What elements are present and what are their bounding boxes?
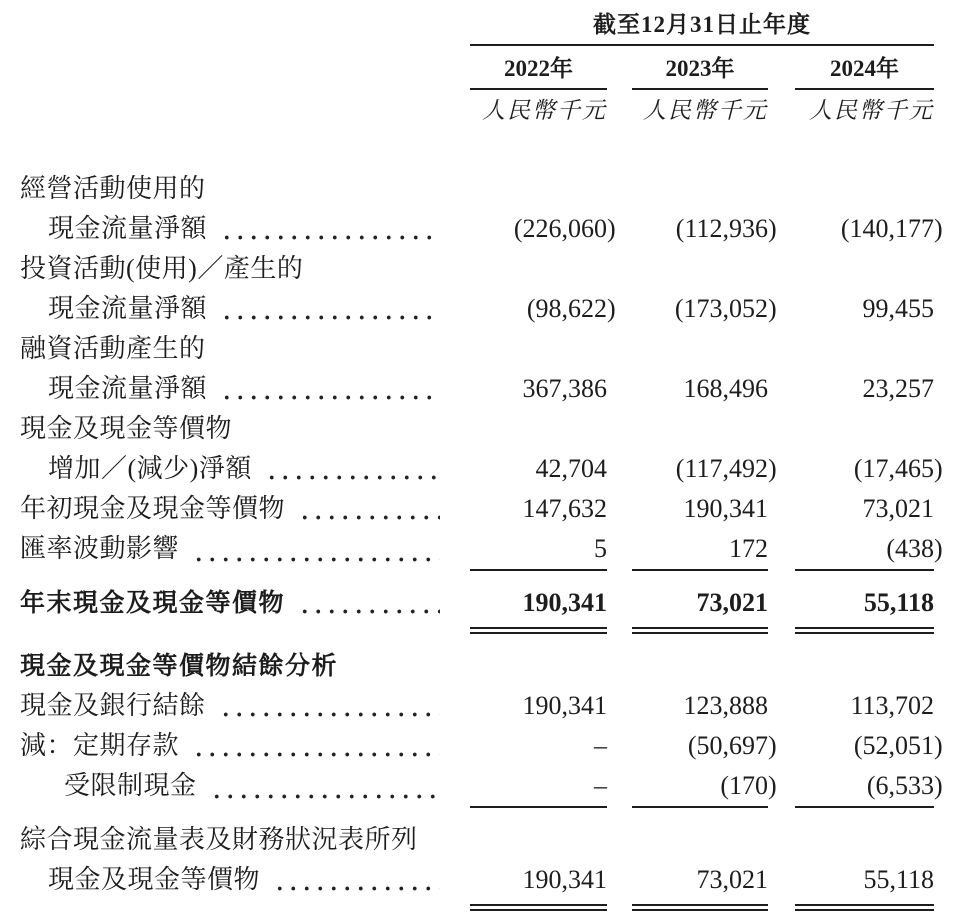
table-row (20, 329, 934, 369)
row-label (20, 249, 470, 289)
dot-leader (216, 369, 440, 409)
row-label-text: 現金流量淨額 (48, 374, 208, 403)
table-body (20, 169, 943, 911)
amount-cell: 73,021 (696, 865, 768, 894)
year-header-row (20, 46, 934, 90)
dot-leader (216, 209, 440, 249)
row-label-text: 年初現金及現金等價物 (20, 494, 286, 523)
row-label-text: 現金及現金等價物 (20, 414, 233, 443)
amount-cell: 190,341 (522, 691, 607, 720)
amount-cell: (438) (795, 529, 934, 571)
row-label-text: 受限制現金 (64, 771, 197, 800)
row-label (20, 529, 470, 571)
row-label-text: 減：定期存款 (20, 731, 180, 760)
amount-cell: (17,465) (853, 454, 943, 483)
amount-cell: 5 (470, 529, 607, 571)
table-row (20, 583, 934, 623)
column-gap (768, 529, 795, 571)
header-spacer (20, 46, 470, 90)
amount-cell: 113,702 (850, 691, 934, 720)
amount-cell: 172 (632, 529, 768, 571)
dot-leader (294, 583, 440, 623)
column-gap (768, 766, 795, 808)
column-gap (768, 209, 795, 249)
table-row (20, 766, 943, 808)
amount-cell: (117,492) (675, 454, 777, 483)
table-row (20, 529, 943, 571)
table-row (20, 209, 943, 249)
row-label (20, 209, 470, 249)
double-rule-row (20, 904, 934, 911)
column-gap (768, 369, 795, 409)
amount-cell: (6,533) (795, 766, 934, 808)
double-rule (632, 904, 768, 911)
table-row (20, 686, 934, 726)
column-gap (768, 489, 795, 529)
row-label (20, 489, 470, 529)
column-gap (607, 489, 632, 529)
column-gap (607, 90, 632, 124)
row-label (20, 329, 470, 369)
table-row (20, 449, 943, 489)
column-gap (607, 686, 632, 726)
row-label (20, 646, 470, 686)
column-gap (607, 583, 632, 623)
row-label (20, 409, 470, 449)
double-rule (470, 627, 607, 634)
column-gap (768, 860, 795, 900)
column-gap (768, 726, 795, 766)
column-gap (768, 627, 795, 634)
amount-cell: 55,118 (863, 865, 934, 894)
row-label (20, 726, 470, 766)
amount-cell: (112,936) (675, 214, 777, 243)
dot-leader (269, 860, 440, 900)
row-label-text: 經營活動使用的 (20, 174, 206, 203)
table-row (20, 369, 934, 409)
header-spacer (20, 90, 470, 124)
double-rule-row (20, 627, 934, 634)
row-label (20, 820, 470, 860)
row-label (20, 369, 470, 409)
amount-cell: 42,704 (535, 454, 607, 483)
unit-header-row (20, 90, 934, 124)
column-gap (768, 904, 795, 911)
table-row (20, 489, 934, 529)
row-label (20, 449, 470, 489)
dot-leader (261, 449, 440, 489)
row-label (20, 766, 470, 808)
column-gap (607, 369, 632, 409)
column-gap (607, 627, 632, 634)
cash-flow-table (20, 10, 943, 911)
table-row (20, 169, 934, 209)
row-label (20, 860, 470, 900)
amount-cell: (140,177) (840, 214, 943, 243)
amount-cell: 367,386 (522, 374, 607, 403)
table-row (20, 409, 934, 449)
row-label-text: 現金及銀行結餘 (20, 691, 206, 720)
column-gap (607, 766, 632, 808)
row-label-text: 匯率波動影響 (20, 534, 180, 563)
amount-cell: 99,455 (862, 294, 934, 323)
row-label-text: 現金流量淨額 (48, 294, 208, 323)
amount-cell: 73,021 (696, 588, 768, 617)
header-body-gap (20, 124, 934, 169)
table-row (20, 646, 934, 686)
unit-header: 人民幣千元 (643, 98, 768, 123)
amount-cell: (52,051) (853, 731, 943, 760)
row-label-text: 現金及現金等價物結餘分析 (20, 652, 339, 680)
table-row (20, 860, 934, 900)
row-label-text: 融資活動產生的 (20, 334, 206, 363)
period-header: 截至12月31日止年度 (470, 10, 934, 46)
double-rule (470, 904, 607, 911)
table-row (20, 249, 934, 289)
column-gap (607, 860, 632, 900)
row-label-text: 投資活動(使用)／產生的 (20, 254, 304, 283)
column-gap (768, 449, 795, 489)
column-gap (607, 289, 632, 329)
dot-leader (294, 489, 440, 529)
amount-cell: 168,496 (683, 374, 768, 403)
column-gap (607, 209, 632, 249)
unit-header: 人民幣千元 (809, 98, 934, 123)
column-gap (607, 904, 632, 911)
table-row (20, 820, 934, 860)
column-gap (768, 686, 795, 726)
dot-leader (216, 289, 440, 329)
column-gap (768, 90, 795, 124)
row-label-text: 現金流量淨額 (48, 214, 208, 243)
year-header: 2022年 (470, 46, 607, 90)
column-gap (607, 46, 632, 90)
dot-leader (188, 726, 440, 766)
year-header: 2023年 (632, 46, 768, 90)
column-gap (768, 289, 795, 329)
amount-cell: (226,060) (513, 214, 616, 243)
row-label (20, 686, 470, 726)
year-header: 2024年 (795, 46, 934, 90)
amount-cell: (50,697) (687, 731, 777, 760)
table-row (20, 289, 934, 329)
column-gap (607, 449, 632, 489)
amount-cell: 23,257 (862, 374, 934, 403)
column-gap (607, 726, 632, 766)
column-gap (768, 46, 795, 90)
row-label-text: 年末現金及現金等價物 (20, 589, 286, 617)
amount-cell: 123,888 (683, 691, 768, 720)
double-rule (632, 627, 768, 634)
amount-cell: (98,622) (526, 294, 616, 323)
amount-cell: – (594, 731, 607, 760)
amount-cell: (173,052) (674, 294, 777, 323)
rule-spacer (20, 627, 470, 634)
dot-leader (188, 529, 440, 571)
dot-leader (215, 686, 440, 726)
row-label-text: 綜合現金流量表及財務狀況表所列 (20, 825, 418, 854)
amount-cell: (170) (632, 766, 768, 808)
amount-cell: – (470, 766, 607, 808)
double-rule (795, 627, 934, 634)
row-label-text: 現金及現金等價物 (48, 865, 261, 894)
rule-spacer (20, 904, 470, 911)
row-label-text: 增加／(減少)淨額 (48, 454, 252, 483)
column-gap (607, 529, 632, 571)
amount-cell: 73,021 (862, 494, 934, 523)
table-row (20, 726, 943, 766)
amount-cell: 190,341 (522, 588, 607, 617)
unit-header: 人民幣千元 (482, 98, 607, 123)
amount-cell: 55,118 (863, 588, 934, 617)
row-label (20, 583, 470, 623)
double-rule (795, 904, 934, 911)
amount-cell: 190,341 (683, 494, 768, 523)
amount-cell: 190,341 (522, 865, 607, 894)
dot-leader (206, 766, 440, 808)
row-label (20, 169, 470, 209)
column-gap (768, 583, 795, 623)
row-label (20, 289, 470, 329)
amount-cell: 147,632 (522, 494, 607, 523)
